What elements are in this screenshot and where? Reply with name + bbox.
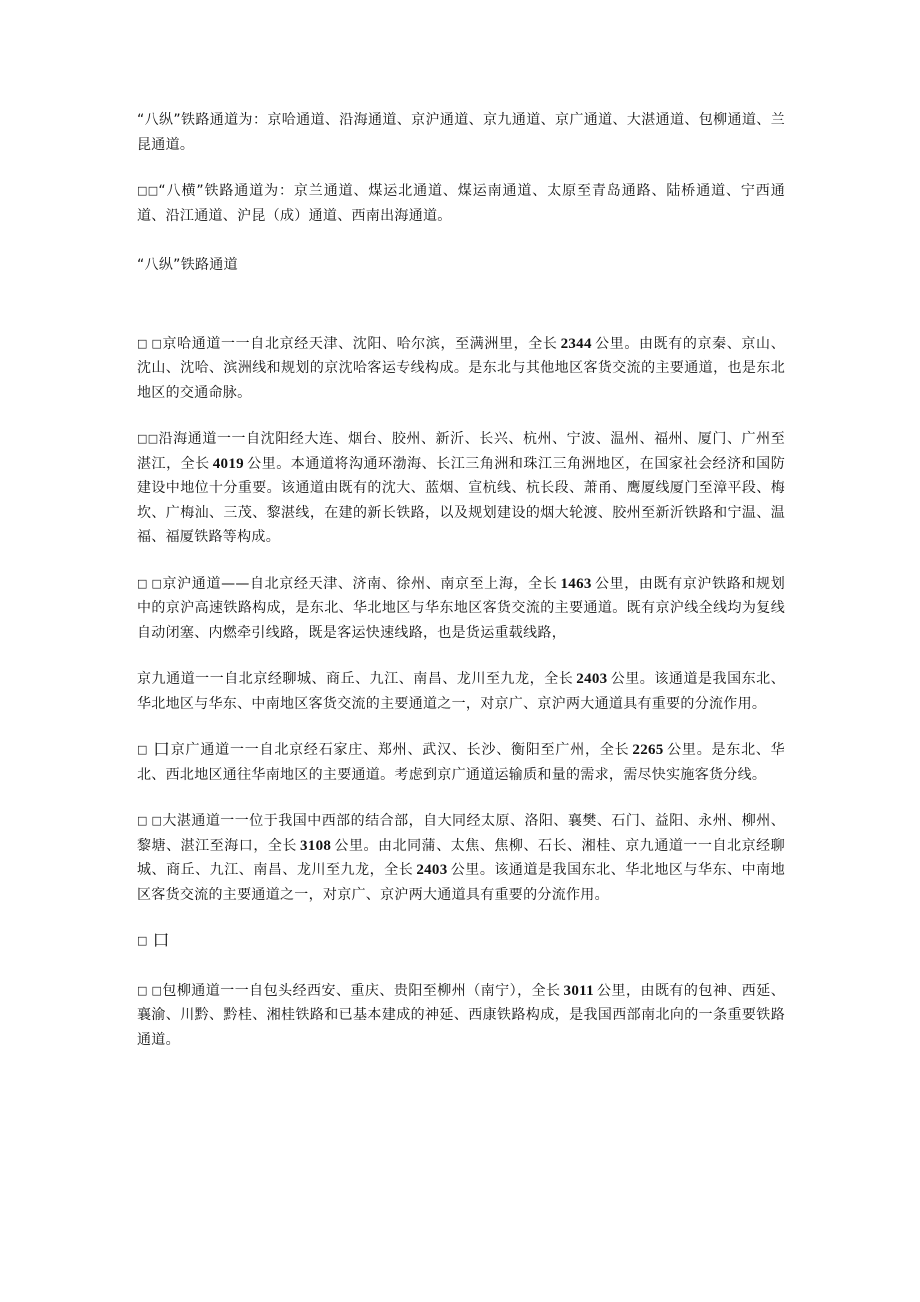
zong-heading-text: “八纵”铁路通道 <box>137 257 238 273</box>
heng-summary-text: “八横”铁路通道为：京兰通道、煤运北通道、煤运南通道、太原至青岛通路、陆桥通道、宁西通道、沿江通道、沪昆（成）通道、西南出海通道。 <box>137 183 785 224</box>
placeholder-box-icon: □ <box>137 934 148 947</box>
standalone-marker-paragraph <box>137 929 785 954</box>
jingha-length: 2344 <box>560 335 592 352</box>
jinghu-text-before: 京沪通道——自北京经天津、济南、徐州、南京至上海，全长 <box>162 575 558 592</box>
square-glyph-icon: 口 <box>152 931 170 951</box>
zong-heading <box>137 253 785 278</box>
document-page <box>137 108 785 1052</box>
dazhan-text-after: 公里。该通道是我国东北、华北地区与华东、中南地区客货交流的主要通道之一，对京广、京沪两大通道具有重要的分流作用。 <box>137 862 785 903</box>
dazhan-length-2: 2403 <box>416 862 448 878</box>
jingguang-paragraph <box>137 738 785 787</box>
baoliu-length: 3011 <box>563 982 594 999</box>
coastal-length: 4019 <box>212 455 244 472</box>
jingha-paragraph <box>137 332 785 406</box>
coastal-text-after: 公里。本通道将沟通环渤海、长江三角洲和珠江三角洲地区，在国家社会经济和国防建设中地位十分重要。该通道由既有的沈大、蓝烟、宣杭线、杭长段、萧甬、鹰厦线厦门至漳平段、梅坎、广梅汕、三茂、黎湛线，在建的新长铁路，以及规划建设的烟大轮渡、胶州至新沂铁路和宁温、温福、福厦铁路等构成。 <box>137 455 785 545</box>
jinghu-text-after: 公里，由既有京沪铁路和规划中的京沪高速铁路构成，是东北、华北地区与华东地区客货交流的主要通道。既有京沪线全线均为复线自动闭塞、内燃牵引线路，既是客运快速线路，也是货运重载线路， <box>137 575 785 641</box>
placeholder-box-icon: □ □ <box>137 336 163 350</box>
jingguang-text-after: 公里。是东北、华北、西北地区通往华南地区的主要通道。考虑到京广通道运输质和量的需求，需尽快实施客货分线。 <box>137 742 785 783</box>
baoliu-text-before: 包柳通道一一自包头经西安、重庆、贵阳至柳州（南宁），全长 <box>162 982 561 999</box>
dazhan-text-before: 大湛通道一一位于我国中西部的结合部，自大同经太原、洛阳、襄樊、石门、益阳、永州、柳州、黎塘、湛江至海口，全长 <box>137 813 785 854</box>
jingha-text-before: 京哈通道一一自北京经天津、沈阳、哈尔滨，至满洲里，全长 <box>162 335 558 352</box>
jingjiu-text-before: 京九通道一一自北京经聊城、商丘、九江、南昌、龙川至九龙，全长 <box>137 671 574 687</box>
jinghu-paragraph <box>137 572 785 646</box>
placeholder-box-icon: □ □ <box>137 814 163 827</box>
jinghu-length: 1463 <box>560 575 592 592</box>
placeholder-box-icon: □□ <box>137 432 159 445</box>
baoliu-text-after: 公里，由既有的包神、西延、襄渝、川黔、黔桂、湘桂铁路和已基本建成的神延、西康铁路构成，是我国西部南北向的一条重要铁路通道。 <box>137 982 785 1048</box>
coastal-paragraph <box>137 427 785 550</box>
placeholder-box-icon: □ <box>137 743 148 756</box>
zong-summary-text: “八纵”铁路通道为：京哈通道、沿海通道、京沪通道、京九通道、京广通道、大湛通道、包柳通道、兰昆通道。 <box>137 112 785 153</box>
jingguang-text-before: 京广通道一一自北京经石家庄、郑州、武汉、长沙、衡阳至广州，全长 <box>170 742 630 758</box>
jingguang-length: 2265 <box>632 742 664 758</box>
jingjiu-length: 2403 <box>576 671 608 687</box>
placeholder-box-icon: □□ <box>137 184 159 197</box>
dazhan-text-middle: 公里。由北同蒲、太焦、焦柳、石长、湘桂、京九通道一一自北京经聊城、商丘、九江、南昌、龙川至九龙，全长 <box>137 837 785 878</box>
zong-summary-paragraph <box>137 108 785 157</box>
coastal-text-before: 沿海通道一一自沈阳经大连、烟台、胶州、新沂、长兴、杭州、宁波、温州、福州、厦门、广州至湛江，全长 <box>137 431 785 472</box>
dazhan-paragraph <box>137 809 785 907</box>
jingjiu-text-after: 公里。该通道是我国东北、华北地区与华东、中南地区客货交流的主要通道之一，对京广、京沪两大通道具有重要的分流作用。 <box>137 671 785 712</box>
placeholder-box-icon: □ □ <box>137 983 163 997</box>
placeholder-box-icon: □ □ <box>137 576 163 590</box>
jingjiu-paragraph <box>137 667 785 716</box>
baoliu-paragraph <box>137 979 785 1053</box>
heng-summary-paragraph <box>137 179 785 228</box>
square-glyph-icon: 口 <box>152 740 171 760</box>
dazhan-length: 3108 <box>299 837 332 854</box>
jingha-text-after: 公里。由既有的京秦、京山、沈山、沈哈、滨洲线和规划的京沈哈客运专线构成。是东北与其他地区客货交流的主要通道，也是东北地区的交通命脉。 <box>137 335 785 401</box>
